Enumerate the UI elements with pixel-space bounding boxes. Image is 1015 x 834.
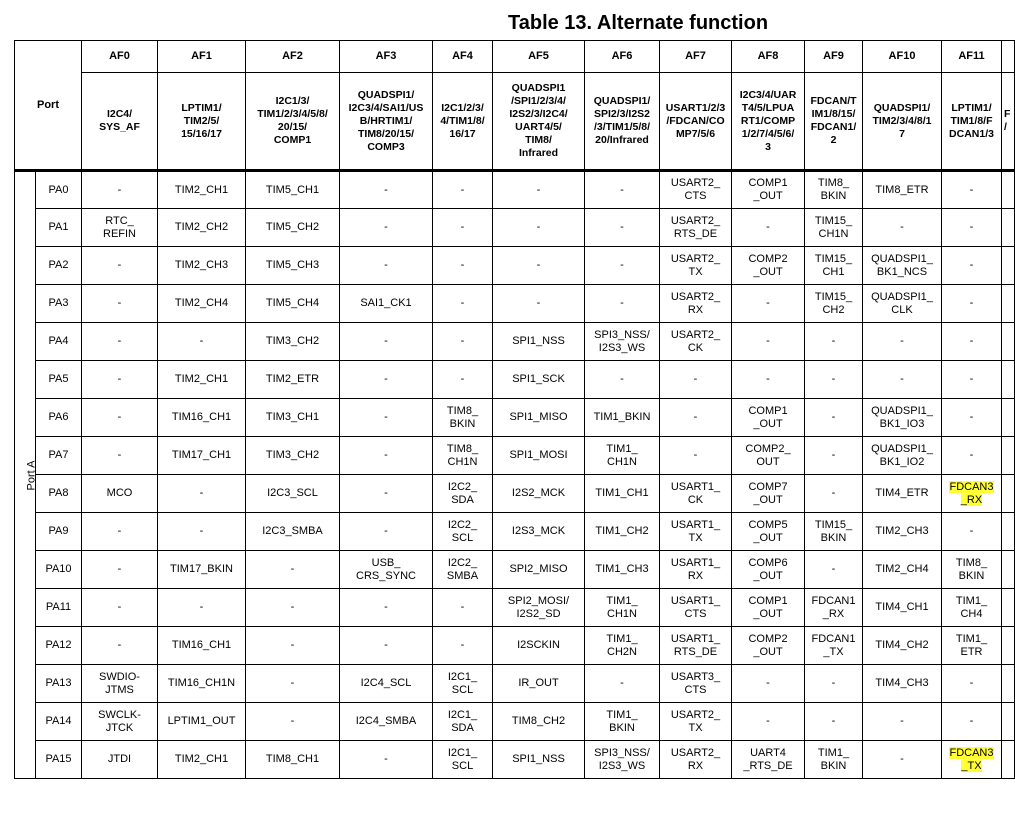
table-row (15, 475, 1015, 513)
pin-name: PA5 (36, 361, 82, 399)
af-cell: - (246, 589, 340, 627)
af6-functions: QUADSPI1/ SPI2/3/I2S2 /3/TIM1/5/8/ 20/Infrared (585, 73, 660, 171)
af-cell: I2C2_ SDA (433, 475, 493, 513)
af-cell: TIM8_ETR (863, 171, 942, 209)
af-cell: I2C3_SCL (246, 475, 340, 513)
af-cell: TIM1_ ETR (942, 627, 1002, 665)
af-cell: FDCAN1 _TX (805, 627, 863, 665)
af-cell: - (340, 513, 433, 551)
af-cell: TIM1_CH3 (585, 551, 660, 589)
af-cell: TIM15_ BKIN (805, 513, 863, 551)
af-cell: - (942, 665, 1002, 703)
af-cell: TIM2_CH2 (158, 209, 246, 247)
af-cell: SPI3_NSS/ I2S3_WS (585, 323, 660, 361)
af-cell: TIM3_CH1 (246, 399, 340, 437)
af-cell: TIM15_ CH1N (805, 209, 863, 247)
af-cell: COMP1 _OUT (732, 589, 805, 627)
af12-cell-fragment (1002, 627, 1015, 665)
af-cell: USART1_ RX (660, 551, 732, 589)
af-cell: - (805, 361, 863, 399)
af-cell: TIM8_ BKIN (942, 551, 1002, 589)
af-cell: QUADSPI1_ CLK (863, 285, 942, 323)
af-cell: - (660, 361, 732, 399)
table-row (15, 665, 1015, 703)
af-cell: TIM1_ CH1N (585, 437, 660, 475)
af-cell: TIM8_CH2 (493, 703, 585, 741)
table-row (15, 247, 1015, 285)
af12-cell-fragment (1002, 361, 1015, 399)
af10-header: AF10 (863, 41, 942, 73)
af-cell: - (942, 513, 1002, 551)
af-cell: - (942, 703, 1002, 741)
af-cell: - (585, 361, 660, 399)
af-cell: - (585, 285, 660, 323)
alternate-function-table (14, 40, 1015, 779)
af-cell: - (433, 589, 493, 627)
af0-header: AF0 (82, 41, 158, 73)
pin-name: PA15 (36, 741, 82, 779)
af-cell: - (82, 323, 158, 361)
af-cell: - (340, 627, 433, 665)
af-cell: - (863, 361, 942, 399)
pin-name: PA3 (36, 285, 82, 323)
af-cell: - (82, 285, 158, 323)
af-cell: USART1_ CK (660, 475, 732, 513)
af-cell: - (340, 171, 433, 209)
af-cell: SPI1_SCK (493, 361, 585, 399)
af-cell: TIM2_CH1 (158, 171, 246, 209)
af-cell: TIM4_ETR (863, 475, 942, 513)
af-cell: I2C2_ SCL (433, 513, 493, 551)
af-cell: SWDIO- JTMS (82, 665, 158, 703)
af-cell: TIM4_CH1 (863, 589, 942, 627)
af-cell: I2C4_SMBA (340, 703, 433, 741)
af-cell: - (82, 627, 158, 665)
af-cell: - (82, 513, 158, 551)
af6-header: AF6 (585, 41, 660, 73)
pin-name: PA2 (36, 247, 82, 285)
af-cell: QUADSPI1_ BK1_IO2 (863, 437, 942, 475)
af-cell: - (732, 361, 805, 399)
af-cell: USART1_ CTS (660, 589, 732, 627)
af-cell: TIM1_ BKIN (805, 741, 863, 779)
af-cell: TIM15_ CH2 (805, 285, 863, 323)
af-cell: IR_OUT (493, 665, 585, 703)
af-cell: - (82, 171, 158, 209)
af-cell: I2C4_SCL (340, 665, 433, 703)
table-row (15, 399, 1015, 437)
af12-cell-fragment (1002, 323, 1015, 361)
af-cell: TIM2_ETR (246, 361, 340, 399)
af-cell: QUADSPI1_ BK1_IO3 (863, 399, 942, 437)
pin-name: PA1 (36, 209, 82, 247)
af-cell: TIM16_CH1 (158, 399, 246, 437)
af-cell: - (805, 323, 863, 361)
af-cell: TIM1_CH2 (585, 513, 660, 551)
highlighted-signal: FDCAN3 _TX (949, 746, 994, 772)
af12-cell-fragment (1002, 247, 1015, 285)
af-cell: - (805, 399, 863, 437)
af-cell: - (340, 589, 433, 627)
af-cell: USB_ CRS_SYNC (340, 551, 433, 589)
table-row (15, 323, 1015, 361)
af-cell: TIM1_CH1 (585, 475, 660, 513)
af-cell: TIM4_CH2 (863, 627, 942, 665)
af12-cell-fragment (1002, 437, 1015, 475)
af-cell: - (863, 209, 942, 247)
af-cell: SPI1_MISO (493, 399, 585, 437)
af-cell: - (585, 171, 660, 209)
af-cell: - (82, 437, 158, 475)
af-cell: TIM5_CH1 (246, 171, 340, 209)
af-cell: - (433, 627, 493, 665)
af-cell: - (732, 703, 805, 741)
af-cell: - (493, 247, 585, 285)
af-cell: - (863, 703, 942, 741)
af-cell: COMP6 _OUT (732, 551, 805, 589)
port-group-label (15, 171, 36, 779)
af-cell: - (340, 399, 433, 437)
af-cell: SPI1_NSS (493, 323, 585, 361)
af-cell: TIM1_ CH1N (585, 589, 660, 627)
af12-cell-fragment (1002, 513, 1015, 551)
port-header: Port (15, 41, 82, 171)
af-cell: TIM2_CH4 (863, 551, 942, 589)
af-cell: TIM16_CH1N (158, 665, 246, 703)
af3-header: AF3 (340, 41, 433, 73)
af12-cell-fragment (1002, 703, 1015, 741)
af1-functions: LPTIM1/ TIM2/5/ 15/16/17 (158, 73, 246, 171)
af-cell: - (805, 437, 863, 475)
function-description-row (15, 73, 1015, 171)
table-row (15, 285, 1015, 323)
af-cell: USART2_ CK (660, 323, 732, 361)
af-cell: - (82, 589, 158, 627)
af10-functions: QUADSPI1/ TIM2/3/4/8/1 7 (863, 73, 942, 171)
table-row (15, 627, 1015, 665)
af8-functions: I2C3/4/UAR T4/5/LPUA RT1/COMP 1/2/7/4/5/6/ 3 (732, 73, 805, 171)
af-cell: TIM4_CH3 (863, 665, 942, 703)
af-cell: - (433, 285, 493, 323)
af-cell: UART4 _RTS_DE (732, 741, 805, 779)
af11-header: AF11 (942, 41, 1002, 73)
af-cell: USART1_ RTS_DE (660, 627, 732, 665)
af-cell: USART2_ RX (660, 285, 732, 323)
af-cell: SPI1_MOSI (493, 437, 585, 475)
af-cell: TIM8_ BKIN (433, 399, 493, 437)
af-cell: SAI1_CK1 (340, 285, 433, 323)
af-cell: - (942, 399, 1002, 437)
af12-cell-fragment (1002, 285, 1015, 323)
af-cell: - (493, 171, 585, 209)
af5-header: AF5 (493, 41, 585, 73)
af8-header: AF8 (732, 41, 805, 73)
af-cell: COMP5 _OUT (732, 513, 805, 551)
pin-name: PA10 (36, 551, 82, 589)
af-cell: - (246, 665, 340, 703)
af-cell: - (82, 399, 158, 437)
af-cell: I2C1_ SCL (433, 665, 493, 703)
af-cell: - (585, 247, 660, 285)
af-cell: TIM5_CH2 (246, 209, 340, 247)
af-cell: - (863, 741, 942, 779)
af-cell (942, 475, 1002, 513)
af-cell: - (732, 665, 805, 703)
af12-header-fragment (1002, 41, 1015, 73)
af-cell: QUADSPI1_ BK1_NCS (863, 247, 942, 285)
af-cell: - (340, 209, 433, 247)
af12-cell-fragment (1002, 551, 1015, 589)
af-cell: I2C2_ SMBA (433, 551, 493, 589)
af-cell: TIM5_CH4 (246, 285, 340, 323)
af-cell: TIM8_ CH1N (433, 437, 493, 475)
af-cell: COMP2_ OUT (732, 437, 805, 475)
af-cell: TIM2_CH3 (158, 247, 246, 285)
af-cell: TIM16_CH1 (158, 627, 246, 665)
af-cell: SPI1_NSS (493, 741, 585, 779)
af-cell: - (158, 323, 246, 361)
af-cell: - (942, 361, 1002, 399)
af-cell: - (340, 437, 433, 475)
af-cell: - (433, 323, 493, 361)
af-cell: COMP1 _OUT (732, 171, 805, 209)
af-cell: SPI3_NSS/ I2S3_WS (585, 741, 660, 779)
af-cell: TIM8_CH1 (246, 741, 340, 779)
af-cell: - (340, 247, 433, 285)
af4-functions: I2C1/2/3/ 4/TIM1/8/ 16/17 (433, 73, 493, 171)
af12-cell-fragment (1002, 171, 1015, 209)
af-cell: USART2_ TX (660, 247, 732, 285)
af-cell: - (942, 323, 1002, 361)
af-cell: TIM2_CH3 (863, 513, 942, 551)
af-cell: COMP7 _OUT (732, 475, 805, 513)
table-row (15, 513, 1015, 551)
af7-functions: USART1/2/3 /FDCAN/CO MP7/5/6 (660, 73, 732, 171)
af-cell: - (585, 665, 660, 703)
af12-functions-fragment: F / (1002, 73, 1015, 171)
af-cell: TIM3_CH2 (246, 437, 340, 475)
af2-functions: I2C1/3/ TIM1/2/3/4/5/8/ 20/15/ COMP1 (246, 73, 340, 171)
table-row (15, 209, 1015, 247)
af-cell: TIM1_ CH2N (585, 627, 660, 665)
af-cell: I2SCKIN (493, 627, 585, 665)
af12-cell-fragment (1002, 475, 1015, 513)
af-cell: COMP2 _OUT (732, 627, 805, 665)
af-cell: USART3_ CTS (660, 665, 732, 703)
af5-functions: QUADSPI1 /SPI1/2/3/4/ I2S2/3/I2C4/ UART4/5/ TIM8/ Infrared (493, 73, 585, 171)
af-cell: - (493, 285, 585, 323)
af-cell: TIM17_CH1 (158, 437, 246, 475)
af-cell: MCO (82, 475, 158, 513)
af-cell: FDCAN1 _RX (805, 589, 863, 627)
af12-cell-fragment (1002, 665, 1015, 703)
af-cell: LPTIM1_OUT (158, 703, 246, 741)
af-cell: COMP2 _OUT (732, 247, 805, 285)
table-row (15, 171, 1015, 209)
table-row (15, 703, 1015, 741)
af-cell: - (340, 361, 433, 399)
af-cell: - (340, 475, 433, 513)
af-cell: - (246, 703, 340, 741)
af-cell: - (82, 551, 158, 589)
af-cell: I2C1_ SCL (433, 741, 493, 779)
pin-name: PA13 (36, 665, 82, 703)
af-cell: - (805, 551, 863, 589)
pin-name: PA6 (36, 399, 82, 437)
table-title: Table 13. Alternate function (508, 12, 769, 34)
af-cell: TIM1_BKIN (585, 399, 660, 437)
af2-header: AF2 (246, 41, 340, 73)
af1-header: AF1 (158, 41, 246, 73)
af-cell: - (942, 209, 1002, 247)
af-cell: TIM2_CH4 (158, 285, 246, 323)
af-cell (942, 741, 1002, 779)
af-cell: - (158, 513, 246, 551)
af9-header: AF9 (805, 41, 863, 73)
af-cell: - (805, 665, 863, 703)
af-cell: - (732, 323, 805, 361)
af-cell: TIM1_ CH4 (942, 589, 1002, 627)
af-cell: RTC_ REFIN (82, 209, 158, 247)
highlighted-signal: FDCAN3 _RX (949, 480, 994, 506)
af-cell: - (805, 475, 863, 513)
af-cell: I2S2_MCK (493, 475, 585, 513)
table-row (15, 437, 1015, 475)
af-cell: SPI2_MISO (493, 551, 585, 589)
af-cell: - (660, 399, 732, 437)
af-cell: USART2_ CTS (660, 171, 732, 209)
af-cell: - (340, 323, 433, 361)
af-cell: JTDI (82, 741, 158, 779)
table-row (15, 551, 1015, 589)
af-cell: - (82, 247, 158, 285)
af-cell: - (942, 247, 1002, 285)
af-cell: SWCLK- JTCK (82, 703, 158, 741)
af-cell: - (340, 741, 433, 779)
af-cell: I2C3_SMBA (246, 513, 340, 551)
af4-header: AF4 (433, 41, 493, 73)
af12-cell-fragment (1002, 399, 1015, 437)
pin-name: PA8 (36, 475, 82, 513)
af-cell: - (942, 437, 1002, 475)
af-cell: - (433, 361, 493, 399)
af-cell: - (158, 475, 246, 513)
af-cell: I2S3_MCK (493, 513, 585, 551)
af-cell: SPI2_MOSI/ I2S2_SD (493, 589, 585, 627)
af-cell: USART2_ RX (660, 741, 732, 779)
pin-name: PA11 (36, 589, 82, 627)
af9-functions: FDCAN/T IM1/8/15/ FDCAN1/ 2 (805, 73, 863, 171)
af-cell: USART1_ TX (660, 513, 732, 551)
af-cell: - (585, 209, 660, 247)
pin-name: PA9 (36, 513, 82, 551)
table-row (15, 589, 1015, 627)
af-number-row (15, 41, 1015, 73)
af0-functions: I2C4/ SYS_AF (82, 73, 158, 171)
af-cell: TIM15_ CH1 (805, 247, 863, 285)
af-cell: - (732, 285, 805, 323)
af-cell: - (82, 361, 158, 399)
pin-name: PA4 (36, 323, 82, 361)
af-cell: TIM17_BKIN (158, 551, 246, 589)
af-cell: TIM1_ BKIN (585, 703, 660, 741)
pin-name: PA7 (36, 437, 82, 475)
af3-functions: QUADSPI1/ I2C3/4/SAI1/US B/HRTIM1/ TIM8/20/15/ COMP3 (340, 73, 433, 171)
af-cell: - (246, 551, 340, 589)
table-row (15, 741, 1015, 779)
af-cell: TIM8_ BKIN (805, 171, 863, 209)
af-cell: USART2_ RTS_DE (660, 209, 732, 247)
af-cell: TIM2_CH1 (158, 361, 246, 399)
pin-name: PA0 (36, 171, 82, 209)
af-cell: - (433, 247, 493, 285)
af-cell: - (158, 589, 246, 627)
af-cell: - (942, 285, 1002, 323)
af7-header: AF7 (660, 41, 732, 73)
af-cell: - (433, 209, 493, 247)
af-cell: - (805, 703, 863, 741)
af-cell: - (863, 323, 942, 361)
af-cell: COMP1 _OUT (732, 399, 805, 437)
af-cell: - (732, 209, 805, 247)
af-cell: USART2_ TX (660, 703, 732, 741)
af12-cell-fragment (1002, 209, 1015, 247)
af-cell: - (493, 209, 585, 247)
af-cell: I2C1_ SDA (433, 703, 493, 741)
af-cell: TIM3_CH2 (246, 323, 340, 361)
port-group-text: Port A (25, 460, 38, 490)
table-row (15, 361, 1015, 399)
af-cell: TIM5_CH3 (246, 247, 340, 285)
af12-cell-fragment (1002, 741, 1015, 779)
af-cell: - (433, 171, 493, 209)
pin-name: PA14 (36, 703, 82, 741)
af-cell: - (660, 437, 732, 475)
af-cell: TIM2_CH1 (158, 741, 246, 779)
af12-cell-fragment (1002, 589, 1015, 627)
pin-rows (15, 171, 1015, 779)
af-cell: - (246, 627, 340, 665)
af-cell: - (942, 171, 1002, 209)
af11-functions: LPTIM1/ TIM1/8/F DCAN1/3 (942, 73, 1002, 171)
pin-name: PA12 (36, 627, 82, 665)
